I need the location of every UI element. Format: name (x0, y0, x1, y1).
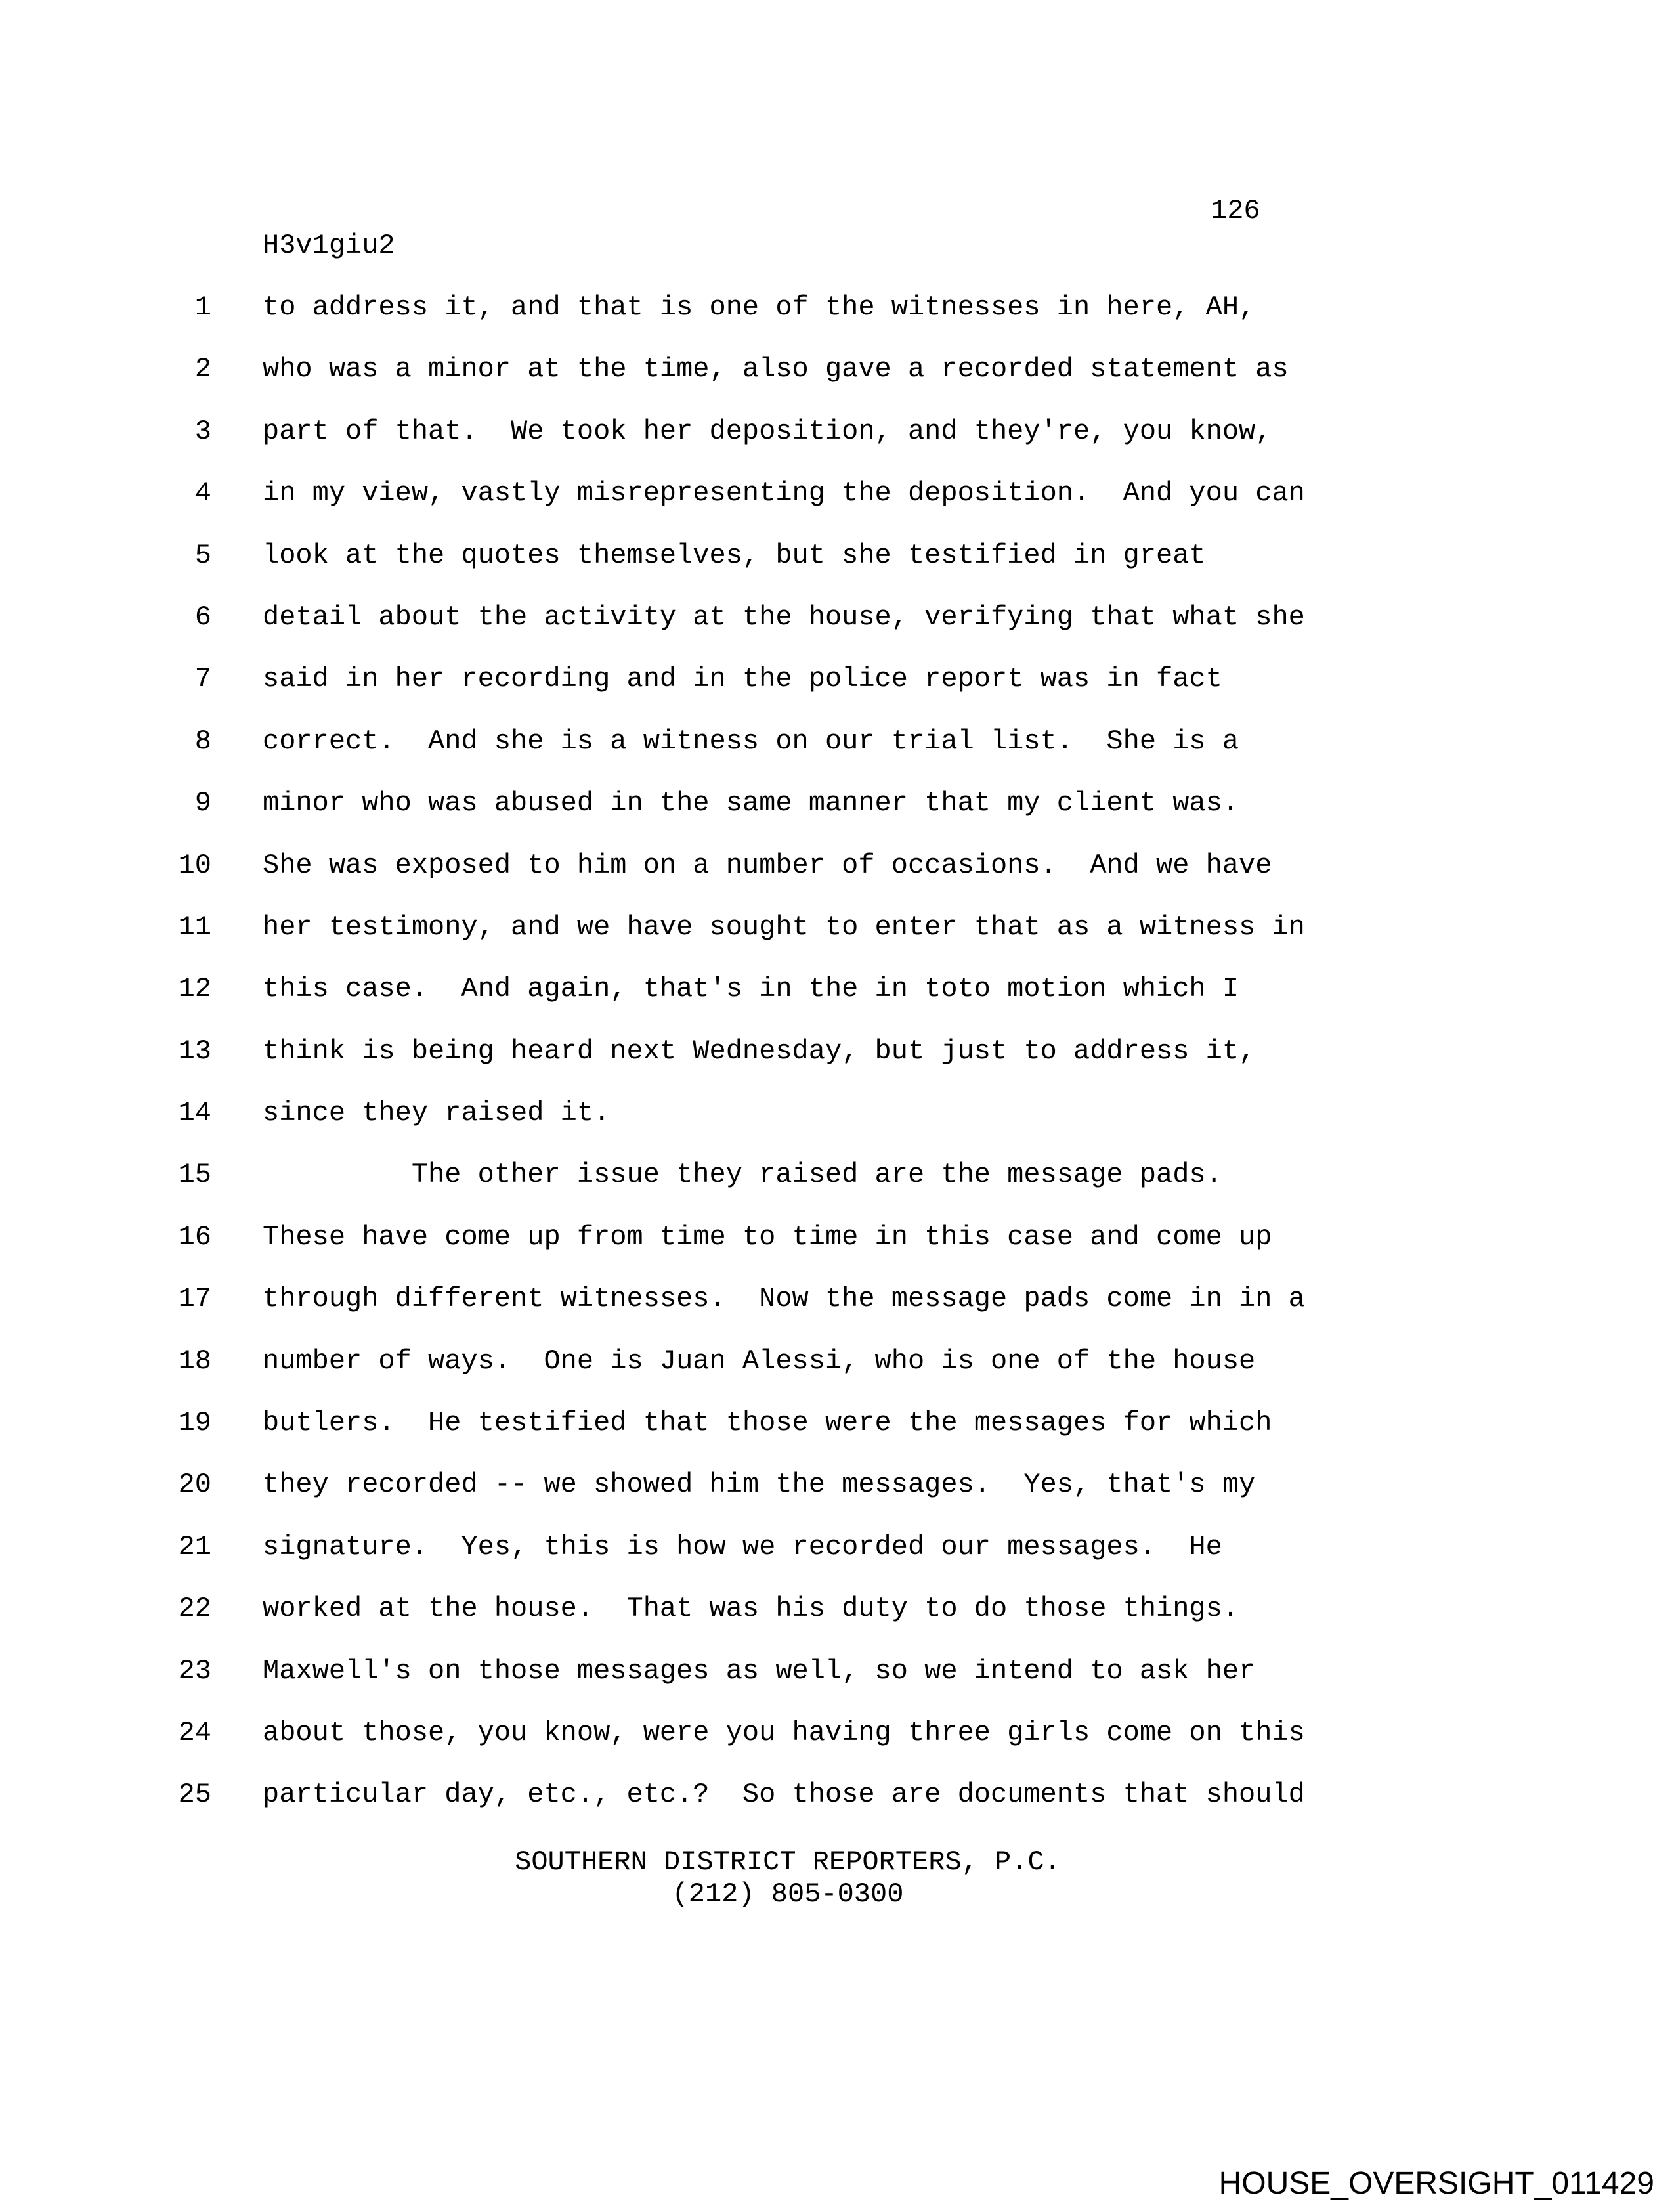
transcript-line (0, 1702, 1674, 1764)
line-text: about those, you know, were you having three girls come on this (263, 1716, 1305, 1748)
line-number: 4 (194, 477, 211, 510)
transcript-line (0, 1330, 1674, 1392)
line-text: detail about the activity at the house, verifying that what she (263, 601, 1305, 633)
line-number: 10 (178, 849, 211, 881)
transcript-header-id: H3v1giu2 (263, 230, 395, 261)
line-text: butlers. He testified that those were the messages for which (263, 1407, 1272, 1439)
transcript-line (0, 401, 1674, 462)
transcript-line (0, 1454, 1674, 1515)
transcript-line (0, 772, 1674, 834)
transcript-line (0, 1578, 1674, 1639)
transcript-line (0, 648, 1674, 710)
line-number: 21 (178, 1530, 211, 1563)
transcript-line (0, 1082, 1674, 1144)
transcript-body (0, 276, 1674, 1826)
line-number: 7 (194, 663, 211, 695)
line-text: this case. And again, that's in the in toto motion which I (263, 973, 1239, 1005)
line-number: 1 (194, 292, 211, 323)
line-text: Maxwell's on those messages as well, so we intend to ask her (263, 1655, 1256, 1687)
line-number: 24 (178, 1716, 211, 1748)
transcript-line (0, 1516, 1674, 1578)
line-text: signature. Yes, this is how we recorded our messages. He (263, 1530, 1222, 1563)
line-number: 17 (178, 1283, 211, 1315)
line-text: think is being heard next Wednesday, but just to address it, (263, 1035, 1256, 1067)
line-number: 16 (178, 1221, 211, 1253)
transcript-line (0, 586, 1674, 648)
line-text: who was a minor at the time, also gave a recorded statement as (263, 353, 1289, 385)
line-number: 9 (194, 787, 211, 819)
line-number: 13 (178, 1035, 211, 1067)
transcript-line (0, 462, 1674, 524)
transcript-line (0, 1144, 1674, 1205)
line-text: particular day, etc., etc.? So those are documents that should (263, 1779, 1305, 1811)
line-text: These have come up from time to time in this case and come up (263, 1221, 1272, 1253)
page-number: 126 (1211, 195, 1260, 227)
line-number: 12 (178, 973, 211, 1005)
line-text: minor who was abused in the same manner that my client was. (263, 787, 1239, 819)
line-number: 5 (194, 539, 211, 571)
line-text: her testimony, and we have sought to enter that as a witness in (263, 911, 1305, 943)
line-text: since they raised it. (263, 1097, 611, 1129)
line-text: look at the quotes themselves, but she testified in great (263, 539, 1206, 571)
line-text: in my view, vastly misrepresenting the deposition. And you can (263, 477, 1305, 510)
footer-reporter-name: SOUTHERN DISTRICT REPORTERS, P.C. (515, 1846, 1061, 1878)
line-number: 8 (194, 725, 211, 757)
line-text: through different witnesses. Now the message pads come in in a (263, 1283, 1305, 1315)
line-number: 14 (178, 1097, 211, 1129)
transcript-line (0, 1640, 1674, 1702)
transcript-line (0, 1764, 1674, 1825)
transcript-line (0, 958, 1674, 1020)
bates-number: HOUSE_OVERSIGHT_011429 (1218, 2166, 1654, 2201)
transcript-line (0, 1392, 1674, 1454)
transcript-line (0, 1206, 1674, 1268)
line-text: She was exposed to him on a number of occasions. And we have (263, 849, 1272, 881)
line-text: to address it, and that is one of the witnesses in here, AH, (263, 292, 1256, 323)
line-number: 22 (178, 1593, 211, 1625)
line-number: 19 (178, 1407, 211, 1439)
transcript-line (0, 835, 1674, 896)
line-number: 23 (178, 1655, 211, 1687)
line-text: number of ways. One is Juan Alessi, who is one of the house (263, 1345, 1256, 1377)
line-number: 18 (178, 1345, 211, 1377)
line-text: correct. And she is a witness on our trial list. She is a (263, 725, 1239, 757)
footer-reporter-phone: (212) 805-0300 (672, 1878, 904, 1910)
line-text: they recorded -- we showed him the messages. Yes, that's my (263, 1469, 1256, 1501)
line-number: 6 (194, 601, 211, 633)
line-text: part of that. We took her deposition, and they're, you know, (263, 415, 1272, 447)
line-text: worked at the house. That was his duty to do those things. (263, 1593, 1239, 1625)
transcript-line (0, 1020, 1674, 1082)
transcript-line (0, 896, 1674, 958)
line-number: 15 (178, 1159, 211, 1191)
transcript-line (0, 276, 1674, 338)
line-number: 2 (194, 353, 211, 385)
transcript-line (0, 338, 1674, 400)
line-number: 25 (178, 1779, 211, 1811)
transcript-line (0, 525, 1674, 586)
line-number: 3 (194, 415, 211, 447)
transcript-line (0, 710, 1674, 772)
line-number: 11 (178, 911, 211, 943)
line-number: 20 (178, 1469, 211, 1501)
transcript-line (0, 1268, 1674, 1330)
line-text: said in her recording and in the police report was in fact (263, 663, 1222, 695)
line-text: The other issue they raised are the message pads. (263, 1159, 1222, 1191)
